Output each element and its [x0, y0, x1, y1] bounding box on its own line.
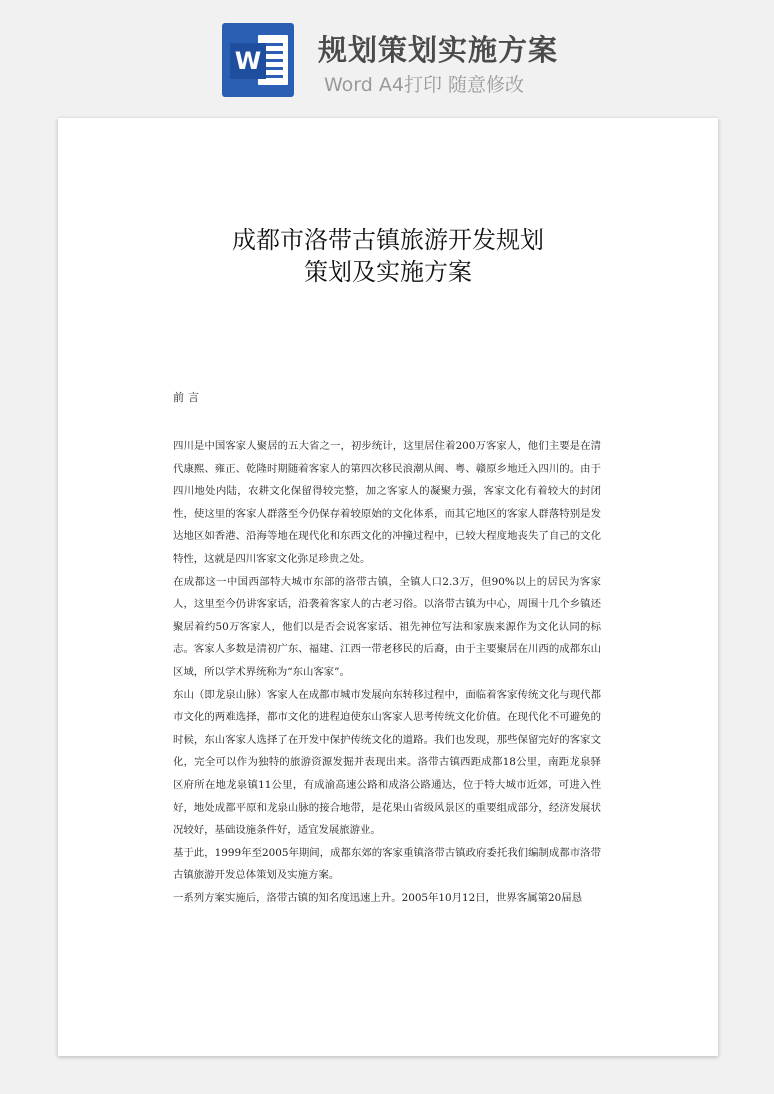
paragraph: 四川是中国客家人聚居的五大省之一，初步统计，这里居住着200万客家人，他们主要是在清代康熙、雍正、乾隆时期随着客家人的第四次移民浪潮从闽、粤、赣原乡地迁入四川的。由于四川地处内陆，农耕文化保留得较完整，加之客家人的凝聚力强，客家文化有着较大的封闭性，使这里的客家人群落至今仍保存着较原始的文化体系，而其它地区的客家人群落特别是发达地区如香港、沿海等地在现代化和东西文化的冲撞过程中，已较大程度地丧失了自己的文化特性，这就是四川客家文化弥足珍贵之处。: [173, 440, 601, 565]
header-banner: [0, 0, 774, 110]
word-document-icon: [222, 23, 294, 97]
document-page: [58, 118, 718, 1056]
paragraph: 基于此，1999年至2005年期间，成都东郊的客家重镇洛带古镇政府委托我们编制成都市洛带古镇旅游开发总体策划及实施方案。: [173, 846, 601, 882]
watermark: [112, 478, 131, 503]
banner-title: 规划策划实施方案: [318, 33, 559, 67]
word-logo-letter: W: [230, 43, 266, 79]
document-body: [173, 435, 601, 909]
paragraph: 一系列方案实施后，洛带古镇的知名度迅速上升。2005年10月12日，世界客属第20届恳: [173, 891, 582, 904]
banner-subtitle: Word A4打印 随意修改: [324, 74, 525, 96]
paragraph: 东山（即龙泉山脉）客家人在成都市城市发展向东转移过程中，面临着客家传统文化与现代都市文化的两难选择，都市文化的进程迫使东山客家人思考传统文化价值。在现代化不可避免的时候，东山客家人选择了在开发中保护传统文化的道路。我们也发现，那些保留完好的客家文化，完全可以作为独特的旅游资源发掘并表现出来。洛带古镇西距成都18公里，南距龙泉驿区府所在地龙泉镇11公里，有成渝高速公路和成洛公路通达，位于特大城市近郊，可进入性好，地处成都平原和龙泉山脉的接合地带，是花果山省级风景区的重要组成部分，经济发展状况较好，基础设施条件好，适宜发展旅游业。: [173, 688, 601, 837]
section-heading: 前言: [173, 391, 203, 404]
document-title-line-2: 策划及实施方案: [304, 258, 472, 286]
document-title: [58, 224, 718, 288]
document-title-line-1: 成都市洛带古镇旅游开发规划: [232, 226, 544, 254]
paragraph: 在成都这一中国西部特大城市东部的洛带古镇，全镇人口2.3万，但90%以上的居民为客家人，这里至今仍讲客家话，沿袭着客家人的古老习俗。以洛带古镇为中心，周围十几个乡镇还聚居着约50万客家人，他们以是否会说客家话、祖先神位写法和家族来源作为文化认同的标志。客家人多数是清初广东、福建、江西一带老移民的后裔，由于主要聚居在川西的成都东山区域，所以学术界统称为“东山客家”。: [173, 575, 601, 678]
